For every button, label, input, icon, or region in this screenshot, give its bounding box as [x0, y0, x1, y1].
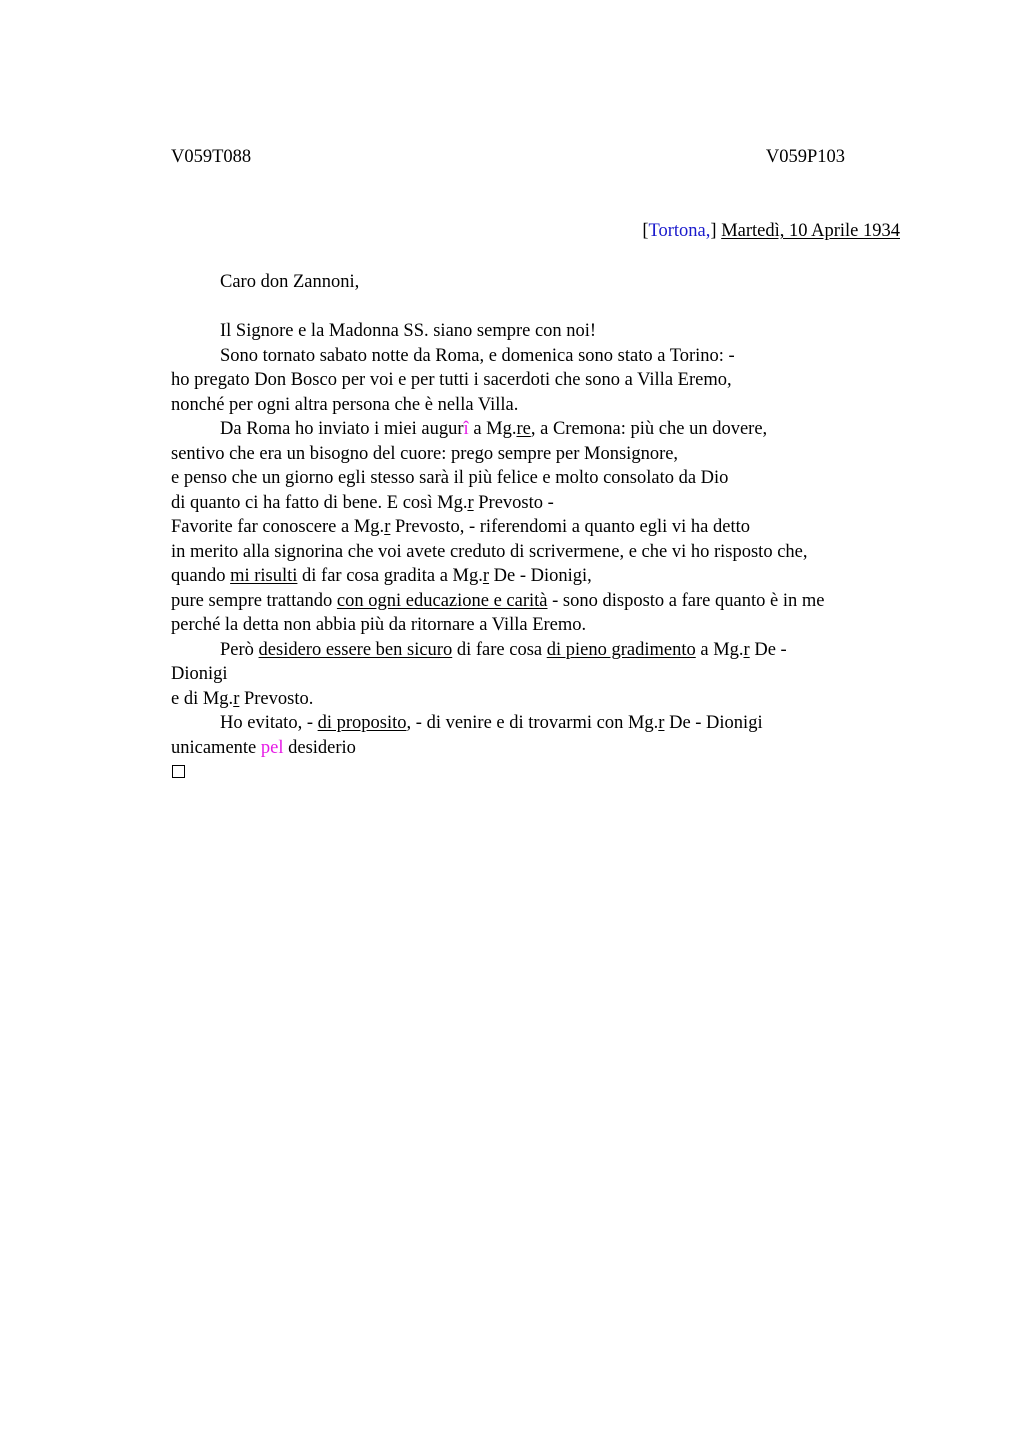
highlighted-character: î	[463, 419, 469, 439]
letter-line	[171, 638, 911, 663]
underlined-phrase: mi risulti	[230, 566, 298, 586]
text-segment: De - Dionigi,	[489, 566, 592, 586]
text-segment: di quanto ci ha fatto di bene. E così Mg.	[171, 492, 468, 513]
text-segment: Da Roma ho inviato i miei augur	[220, 419, 464, 439]
blank-line	[171, 295, 911, 320]
underlined-abbreviation: r	[384, 517, 391, 537]
letter-line: e penso che un giorno egli stesso sarà il più felice e molto consolato da Dio	[171, 468, 729, 488]
archive-code-left: V059T088	[171, 147, 252, 167]
dateline	[642, 221, 900, 242]
letter-line: Il Signore e la Madonna SS. siano sempre con noi!	[220, 321, 597, 341]
text-segment: , - di venire e di trovarmi con Mg.	[406, 713, 659, 733]
text-segment: desiderio	[283, 737, 356, 758]
letter-line: in merito alla signorina che voi avete creduto di scrivermene, e che vi ho risposto che,	[171, 541, 808, 562]
letter-line	[171, 711, 911, 736]
text-segment: Però	[220, 639, 259, 660]
letter-line	[171, 515, 911, 540]
text-segment: Prevosto.	[239, 688, 314, 709]
text-segment: a Mg.	[468, 419, 517, 439]
salutation: Caro don Zannoni,	[220, 272, 360, 292]
letter-line	[171, 417, 911, 442]
underlined-phrase: di pieno gradimento	[546, 639, 696, 660]
text-segment: a Mg.	[695, 639, 744, 660]
letter-line	[171, 760, 911, 785]
letter-body	[171, 270, 911, 785]
letter-line: sentivo che era un bisogno del cuore: prego sempre per Monsignore,	[171, 443, 679, 464]
letter-line	[171, 564, 911, 589]
underlined-abbreviation: r	[743, 639, 750, 660]
text-segment: quando	[171, 566, 231, 586]
text-segment: , a Cremona: più che un dovere,	[530, 419, 768, 439]
text-segment: - sono disposto a fare quanto è in me	[547, 590, 825, 611]
text-segment: Prevosto, - riferendomi a quanto egli vi ha detto	[390, 517, 750, 537]
letter-line	[171, 491, 911, 516]
letter-line: Dionigi	[171, 664, 228, 684]
text-segment: di far cosa gradita a Mg.	[297, 566, 483, 586]
text-segment: unicamente	[171, 737, 261, 758]
dateline-bracket-open: [	[642, 221, 649, 241]
letter-line: Sono tornato sabato notte da Roma, e domenica sono stato a Torino: -	[220, 345, 735, 366]
text-segment: Ho evitato, -	[220, 713, 318, 733]
letter-line	[171, 736, 911, 761]
text-segment: pure sempre trattando	[171, 590, 337, 611]
underlined-phrase: di proposito	[317, 713, 407, 733]
text-segment: Favorite far conoscere a Mg.	[171, 517, 385, 537]
text-segment: e di Mg.	[171, 688, 234, 709]
text-segment: De - Dionigi	[664, 713, 763, 733]
archive-code-right: V059P103	[765, 147, 845, 167]
text-segment: Prevosto -	[473, 492, 554, 513]
underlined-phrase: desidero essere ben sicuro	[258, 639, 453, 660]
underlined-phrase: con ogni educazione e carità	[336, 590, 548, 611]
underlined-abbreviation: r	[467, 492, 474, 513]
dateline-date: Martedì, 10 Aprile 1934	[721, 221, 900, 241]
underlined-abbreviation: re	[516, 419, 531, 439]
text-segment: De -	[749, 639, 787, 660]
letter-line: nonché per ogni altra persona che è nella Villa.	[171, 394, 519, 415]
underlined-abbreviation: r	[658, 713, 665, 733]
letter-line	[171, 589, 911, 614]
letter-line	[171, 687, 911, 712]
letter-line: ho pregato Don Bosco per voi e per tutti i sacerdoti che sono a Villa Eremo,	[171, 370, 732, 390]
dateline-bracket-close: ]	[710, 221, 717, 241]
underlined-abbreviation: r	[233, 688, 240, 709]
missing-text-box-icon	[172, 765, 185, 778]
highlighted-word: pel	[260, 737, 284, 758]
text-segment: di fare cosa	[452, 639, 547, 660]
archive-codes	[171, 147, 845, 171]
dateline-place: Tortona,	[648, 221, 711, 241]
underlined-abbreviation: r	[482, 566, 490, 586]
letter-line: perché la detta non abbia più da ritornare a Villa Eremo.	[171, 615, 587, 635]
